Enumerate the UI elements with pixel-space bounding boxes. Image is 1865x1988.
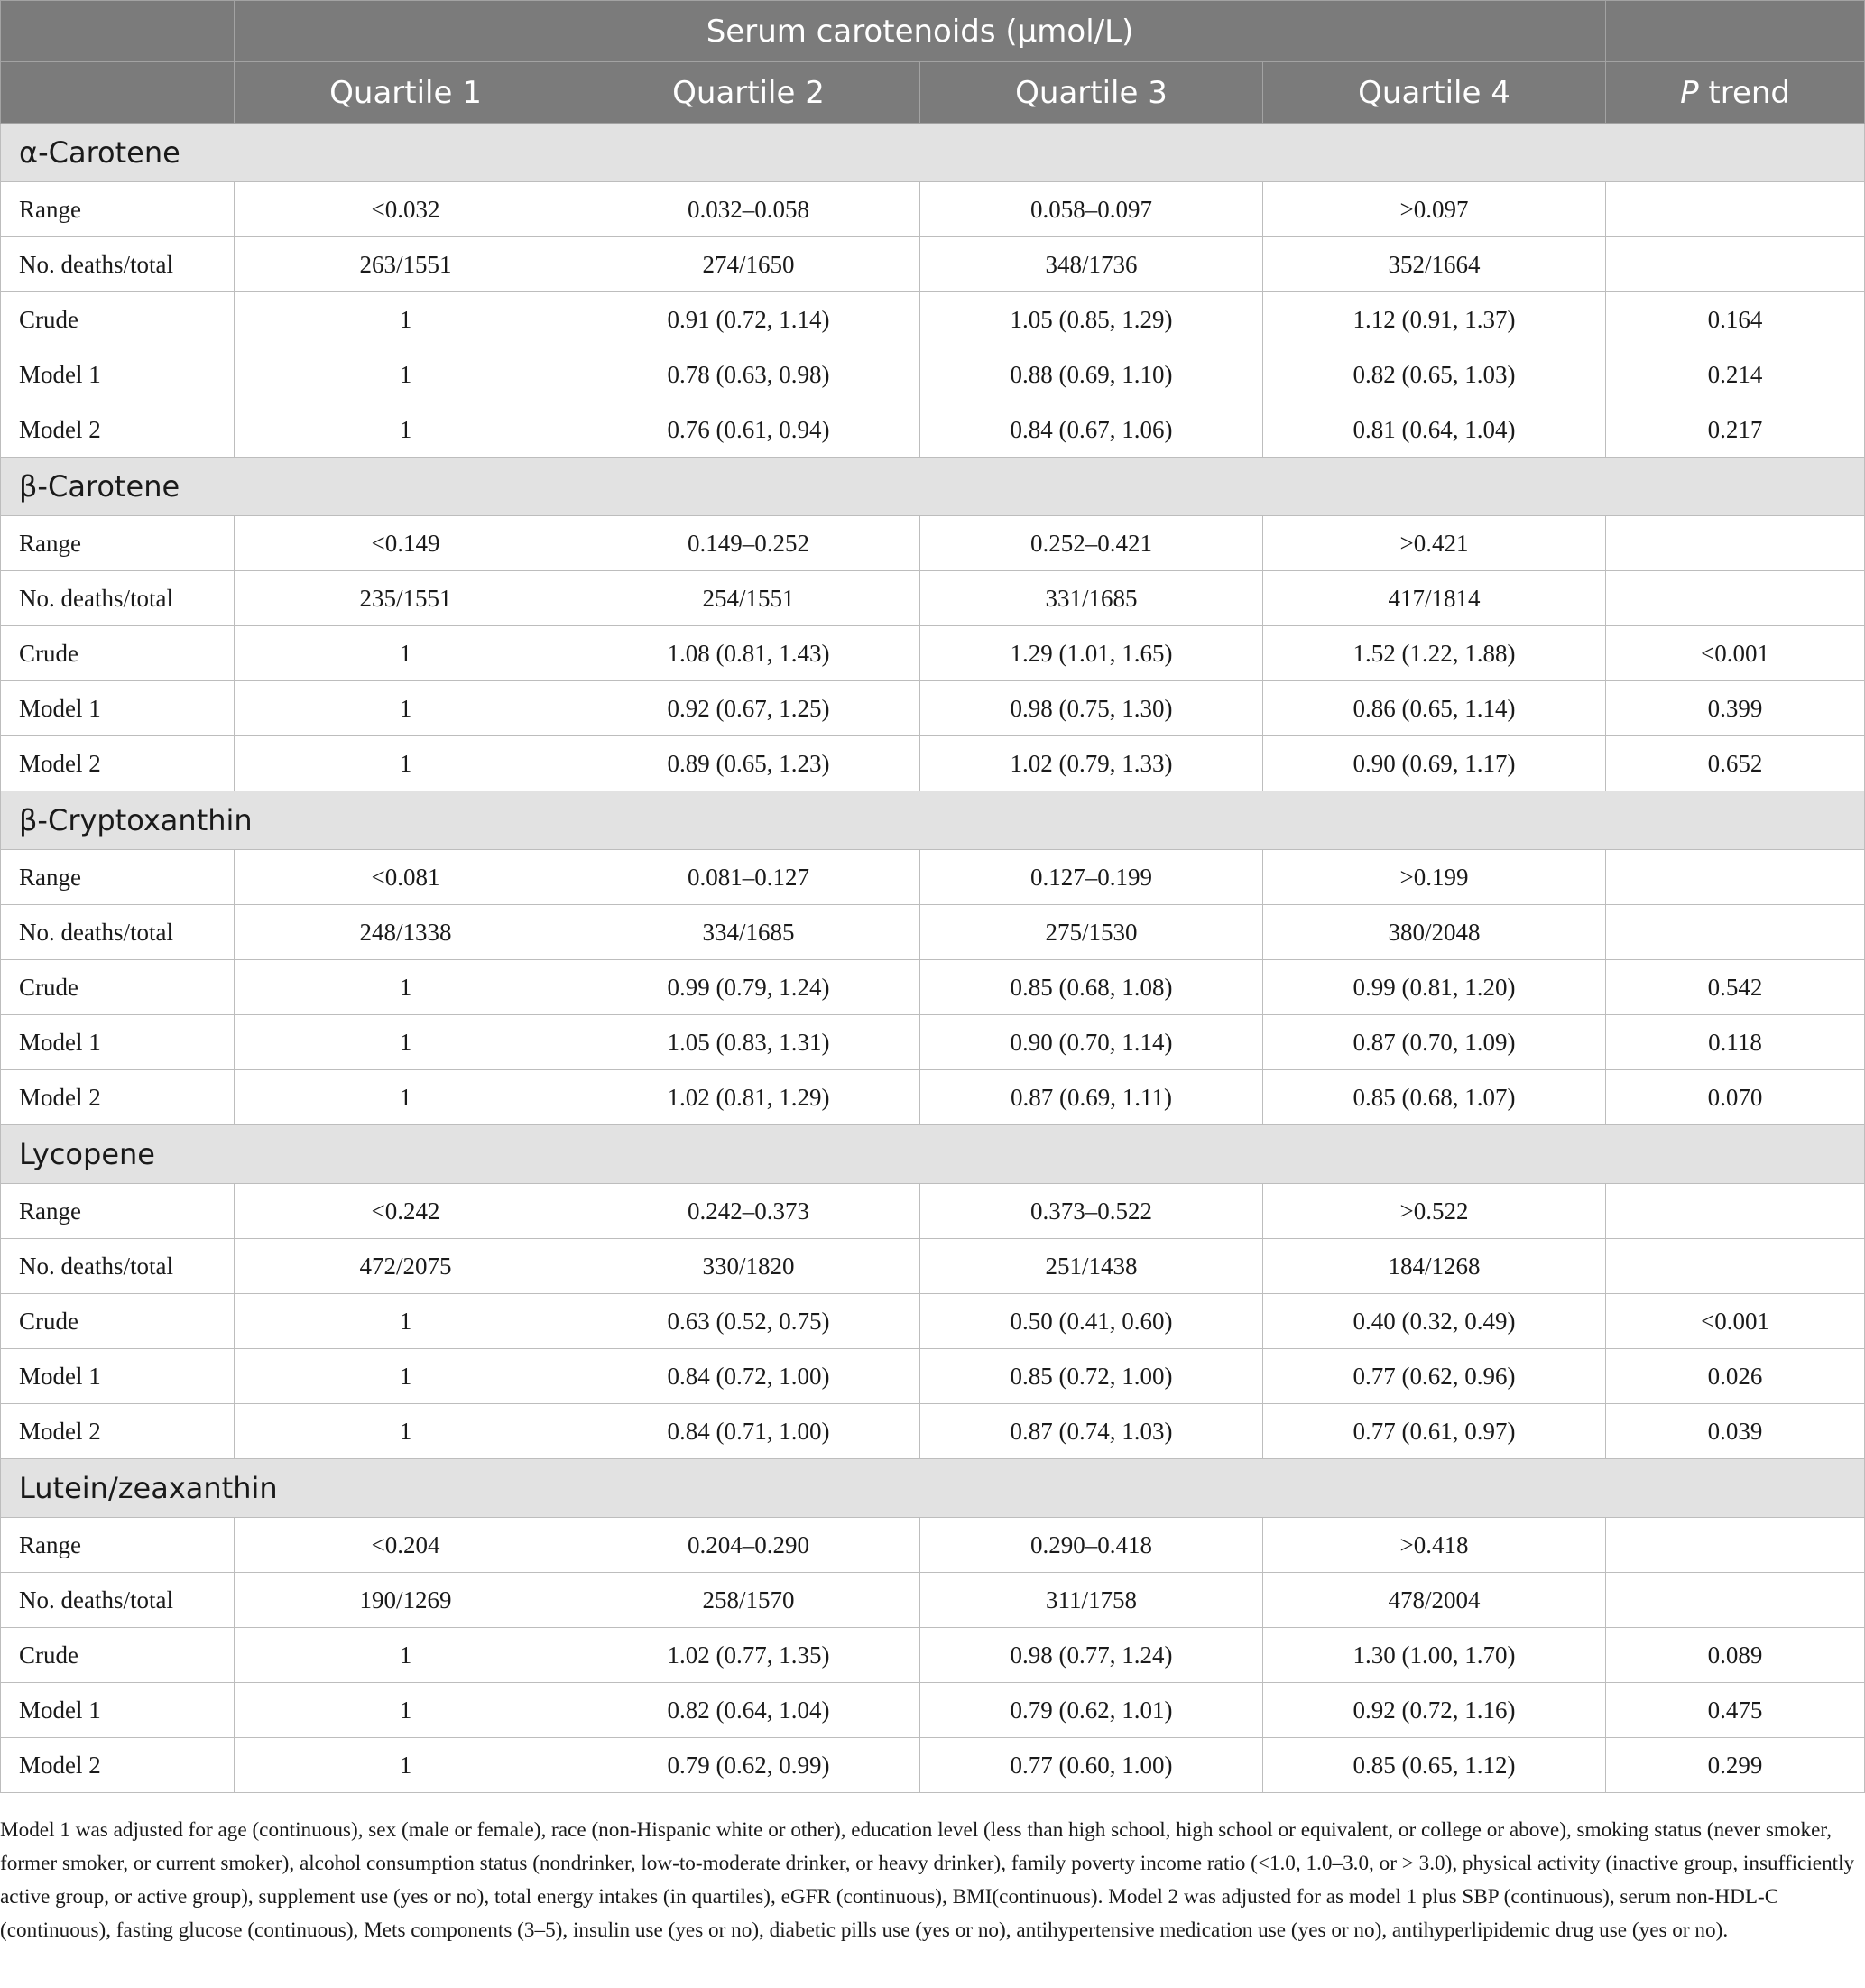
column-header-q4: Quartile 4 (1263, 62, 1606, 124)
cell-p: <0.001 (1606, 626, 1865, 681)
row-label: Model 1 (1, 681, 235, 736)
row-label: No. deaths/total (1, 1573, 235, 1628)
cell-q1: 1 (235, 1683, 577, 1738)
cell-q1: <0.032 (235, 182, 577, 237)
row-label: Model 2 (1, 1738, 235, 1793)
cell-q3: 0.85 (0.68, 1.08) (920, 960, 1263, 1015)
cell-q4: 352/1664 (1263, 237, 1606, 292)
cell-p: 0.217 (1606, 402, 1865, 458)
cell-q1: 263/1551 (235, 237, 577, 292)
section-title: β-Carotene (1, 458, 1865, 516)
table-row (1, 1070, 1865, 1125)
header-empty-cell (1606, 1, 1865, 62)
cell-q4: 184/1268 (1263, 1239, 1606, 1294)
cell-q3: 0.98 (0.75, 1.30) (920, 681, 1263, 736)
cell-p (1606, 516, 1865, 571)
cell-q1: 1 (235, 292, 577, 347)
cell-q4: 478/2004 (1263, 1573, 1606, 1628)
cell-p: 0.089 (1606, 1628, 1865, 1683)
cell-q2: 0.84 (0.72, 1.00) (577, 1349, 920, 1404)
row-label: Range (1, 850, 235, 905)
section-header-row (1, 1125, 1865, 1184)
cell-q2: 0.032–0.058 (577, 182, 920, 237)
cell-q4: 0.77 (0.62, 0.96) (1263, 1349, 1606, 1404)
header-row-columns (1, 62, 1865, 124)
cell-p (1606, 850, 1865, 905)
cell-q2: 0.204–0.290 (577, 1518, 920, 1573)
cell-q2: 334/1685 (577, 905, 920, 960)
cell-q3: 1.29 (1.01, 1.65) (920, 626, 1263, 681)
table-row (1, 1628, 1865, 1683)
table-footnote: Model 1 was adjusted for age (continuous), sex (male or female), race (non-Hispanic white or other), education level (less than high school, high school or equivalent, or college or above), smoking status (never smoker, former smoker, or current smoker), alcohol consumption status (nondrinker, low-to-moderate drinker, or heavy drinker), family poverty income ratio (<1.0, 1.0–3.0, or > 3.0), physical activity (inactive group, insufficiently active group, or active group), supplement use (yes or no), total energy intakes (in quartiles), eGFR (continuous), BMI(continuous). Model 2 was adjusted for as model 1 plus SBP (continuous), serum non-HDL-C (continuous), fasting glucose (continuous), Mets components (3–5), insulin use (yes or no), diabetic pills use (yes or no), antihypertensive medication use (yes or no), antihyperlipidemic drug use (yes or no). (0, 1818, 1855, 1942)
cell-q4: 0.99 (0.81, 1.20) (1263, 960, 1606, 1015)
table-row (1, 402, 1865, 458)
cell-q3: 0.87 (0.69, 1.11) (920, 1070, 1263, 1125)
section-title: β-Cryptoxanthin (1, 791, 1865, 850)
cell-p: 0.070 (1606, 1070, 1865, 1125)
table-row (1, 905, 1865, 960)
cell-q2: 0.78 (0.63, 0.98) (577, 347, 920, 402)
table-row (1, 347, 1865, 402)
cell-q2: 254/1551 (577, 571, 920, 626)
cell-q1: 1 (235, 347, 577, 402)
row-label: Model 1 (1, 1349, 235, 1404)
cell-q2: 0.081–0.127 (577, 850, 920, 905)
table-row (1, 516, 1865, 571)
cell-q3: 0.79 (0.62, 1.01) (920, 1683, 1263, 1738)
section-title: Lutein/zeaxanthin (1, 1459, 1865, 1518)
cell-p (1606, 1573, 1865, 1628)
cell-q2: 1.02 (0.77, 1.35) (577, 1628, 920, 1683)
cell-p: 0.164 (1606, 292, 1865, 347)
cell-q1: 1 (235, 736, 577, 791)
cell-q3: 0.84 (0.67, 1.06) (920, 402, 1263, 458)
cell-q3: 0.058–0.097 (920, 182, 1263, 237)
table-row (1, 1184, 1865, 1239)
cell-q2: 1.05 (0.83, 1.31) (577, 1015, 920, 1070)
row-label: Model 1 (1, 347, 235, 402)
cell-q2: 0.91 (0.72, 1.14) (577, 292, 920, 347)
row-label: Model 1 (1, 1683, 235, 1738)
table-row (1, 571, 1865, 626)
row-label: No. deaths/total (1, 571, 235, 626)
table-row (1, 182, 1865, 237)
table-row (1, 1349, 1865, 1404)
header-group-title: Serum carotenoids (μmol/L) (235, 1, 1606, 62)
cell-q3: 0.88 (0.69, 1.10) (920, 347, 1263, 402)
cell-q2: 274/1650 (577, 237, 920, 292)
p-trend-rest: trend (1698, 74, 1790, 111)
row-label: No. deaths/total (1, 905, 235, 960)
header-empty-cell (1, 1, 235, 62)
cell-q3: 0.85 (0.72, 1.00) (920, 1349, 1263, 1404)
cell-q4: 0.77 (0.61, 0.97) (1263, 1404, 1606, 1459)
table-row (1, 1683, 1865, 1738)
cell-q4: 0.81 (0.64, 1.04) (1263, 402, 1606, 458)
row-label: Model 2 (1, 402, 235, 458)
cell-q2: 0.149–0.252 (577, 516, 920, 571)
cell-q4: 1.52 (1.22, 1.88) (1263, 626, 1606, 681)
cell-q3: 0.50 (0.41, 0.60) (920, 1294, 1263, 1349)
table-row (1, 960, 1865, 1015)
cell-q4: 0.82 (0.65, 1.03) (1263, 347, 1606, 402)
row-label: Model 2 (1, 736, 235, 791)
cell-q3: 331/1685 (920, 571, 1263, 626)
table-row (1, 1015, 1865, 1070)
section-header-row (1, 124, 1865, 182)
cell-p: 0.652 (1606, 736, 1865, 791)
cell-q2: 258/1570 (577, 1573, 920, 1628)
cell-p (1606, 182, 1865, 237)
row-label: Crude (1, 960, 235, 1015)
cell-q1: 1 (235, 1628, 577, 1683)
cell-q4: >0.421 (1263, 516, 1606, 571)
cell-q4: 0.85 (0.65, 1.12) (1263, 1738, 1606, 1793)
cell-q1: <0.149 (235, 516, 577, 571)
cell-q3: 1.05 (0.85, 1.29) (920, 292, 1263, 347)
column-header-p-trend (1606, 62, 1865, 124)
cell-q1: 1 (235, 1015, 577, 1070)
cell-p: 0.299 (1606, 1738, 1865, 1793)
cell-q4: 0.90 (0.69, 1.17) (1263, 736, 1606, 791)
cell-q1: 1 (235, 1349, 577, 1404)
cell-q2: 0.82 (0.64, 1.04) (577, 1683, 920, 1738)
cell-q3: 0.90 (0.70, 1.14) (920, 1015, 1263, 1070)
table-row (1, 1573, 1865, 1628)
table-body (1, 124, 1865, 1793)
cell-p: 0.214 (1606, 347, 1865, 402)
cell-p (1606, 571, 1865, 626)
table-row (1, 1294, 1865, 1349)
table-row (1, 736, 1865, 791)
cell-q4: >0.199 (1263, 850, 1606, 905)
cell-q2: 0.99 (0.79, 1.24) (577, 960, 920, 1015)
column-header-q2: Quartile 2 (577, 62, 920, 124)
cell-q1: 1 (235, 681, 577, 736)
cell-q2: 0.84 (0.71, 1.00) (577, 1404, 920, 1459)
cell-q2: 330/1820 (577, 1239, 920, 1294)
cell-q1: 1 (235, 626, 577, 681)
cell-p: 0.026 (1606, 1349, 1865, 1404)
cell-q2: 0.242–0.373 (577, 1184, 920, 1239)
cell-q1: 472/2075 (235, 1239, 577, 1294)
p-trend-italic: P (1680, 74, 1699, 111)
cell-q3: 311/1758 (920, 1573, 1263, 1628)
table-row (1, 1738, 1865, 1793)
cell-q3: 0.77 (0.60, 1.00) (920, 1738, 1263, 1793)
cell-q4: 380/2048 (1263, 905, 1606, 960)
section-title: α-Carotene (1, 124, 1865, 182)
cell-q3: 0.373–0.522 (920, 1184, 1263, 1239)
cell-q1: 1 (235, 402, 577, 458)
cell-q4: 1.30 (1.00, 1.70) (1263, 1628, 1606, 1683)
table-row (1, 626, 1865, 681)
cell-q1: 235/1551 (235, 571, 577, 626)
table-row (1, 1518, 1865, 1573)
section-header-row (1, 458, 1865, 516)
cell-q4: 0.40 (0.32, 0.49) (1263, 1294, 1606, 1349)
cell-p: <0.001 (1606, 1294, 1865, 1349)
cell-q2: 0.79 (0.62, 0.99) (577, 1738, 920, 1793)
row-label: Range (1, 1184, 235, 1239)
table-row (1, 850, 1865, 905)
row-label: No. deaths/total (1, 1239, 235, 1294)
cell-q2: 0.63 (0.52, 0.75) (577, 1294, 920, 1349)
cell-q2: 1.08 (0.81, 1.43) (577, 626, 920, 681)
section-header-row (1, 791, 1865, 850)
cell-q2: 0.89 (0.65, 1.23) (577, 736, 920, 791)
row-label: Crude (1, 1294, 235, 1349)
cell-q1: 1 (235, 1070, 577, 1125)
table-row (1, 681, 1865, 736)
cell-q4: >0.418 (1263, 1518, 1606, 1573)
row-label: Model 2 (1, 1070, 235, 1125)
cell-q2: 0.92 (0.67, 1.25) (577, 681, 920, 736)
cell-q4: 0.92 (0.72, 1.16) (1263, 1683, 1606, 1738)
cell-q3: 0.290–0.418 (920, 1518, 1263, 1573)
column-header-q1: Quartile 1 (235, 62, 577, 124)
table-row (1, 292, 1865, 347)
cell-q3: 0.252–0.421 (920, 516, 1263, 571)
cell-q1: <0.242 (235, 1184, 577, 1239)
row-label: Crude (1, 292, 235, 347)
cell-q1: 190/1269 (235, 1573, 577, 1628)
cell-p (1606, 1184, 1865, 1239)
cell-q4: 0.86 (0.65, 1.14) (1263, 681, 1606, 736)
cell-p (1606, 1518, 1865, 1573)
cell-q4: 0.85 (0.68, 1.07) (1263, 1070, 1606, 1125)
cell-p: 0.542 (1606, 960, 1865, 1015)
cell-q3: 348/1736 (920, 237, 1263, 292)
cell-q1: 1 (235, 960, 577, 1015)
cell-q3: 1.02 (0.79, 1.33) (920, 736, 1263, 791)
cell-q3: 0.98 (0.77, 1.24) (920, 1628, 1263, 1683)
section-header-row (1, 1459, 1865, 1518)
cell-q4: 0.87 (0.70, 1.09) (1263, 1015, 1606, 1070)
cell-q4: 1.12 (0.91, 1.37) (1263, 292, 1606, 347)
cell-q1: 248/1338 (235, 905, 577, 960)
cell-p (1606, 905, 1865, 960)
row-label: Crude (1, 626, 235, 681)
row-label: Range (1, 182, 235, 237)
cell-q4: >0.522 (1263, 1184, 1606, 1239)
row-label: Crude (1, 1628, 235, 1683)
header-empty-cell (1, 62, 235, 124)
cell-q3: 275/1530 (920, 905, 1263, 960)
row-label: Model 2 (1, 1404, 235, 1459)
cell-q3: 0.87 (0.74, 1.03) (920, 1404, 1263, 1459)
cell-q1: <0.204 (235, 1518, 577, 1573)
cell-q1: 1 (235, 1738, 577, 1793)
table-row (1, 1404, 1865, 1459)
cell-p (1606, 1239, 1865, 1294)
table-row (1, 237, 1865, 292)
cell-q1: 1 (235, 1404, 577, 1459)
cell-p (1606, 237, 1865, 292)
row-label: Range (1, 1518, 235, 1573)
cell-q3: 0.127–0.199 (920, 850, 1263, 905)
cell-p: 0.118 (1606, 1015, 1865, 1070)
cell-q4: 417/1814 (1263, 571, 1606, 626)
header-row-group (1, 1, 1865, 62)
cell-q3: 251/1438 (920, 1239, 1263, 1294)
cell-p: 0.475 (1606, 1683, 1865, 1738)
row-label: No. deaths/total (1, 237, 235, 292)
row-label: Model 1 (1, 1015, 235, 1070)
cell-p: 0.399 (1606, 681, 1865, 736)
cell-q4: >0.097 (1263, 182, 1606, 237)
row-label: Range (1, 516, 235, 571)
section-title: Lycopene (1, 1125, 1865, 1184)
cell-q1: 1 (235, 1294, 577, 1349)
column-header-q3: Quartile 3 (920, 62, 1263, 124)
cell-q2: 1.02 (0.81, 1.29) (577, 1070, 920, 1125)
cell-q2: 0.76 (0.61, 0.94) (577, 402, 920, 458)
table-row (1, 1239, 1865, 1294)
cell-q1: <0.081 (235, 850, 577, 905)
cell-p: 0.039 (1606, 1404, 1865, 1459)
